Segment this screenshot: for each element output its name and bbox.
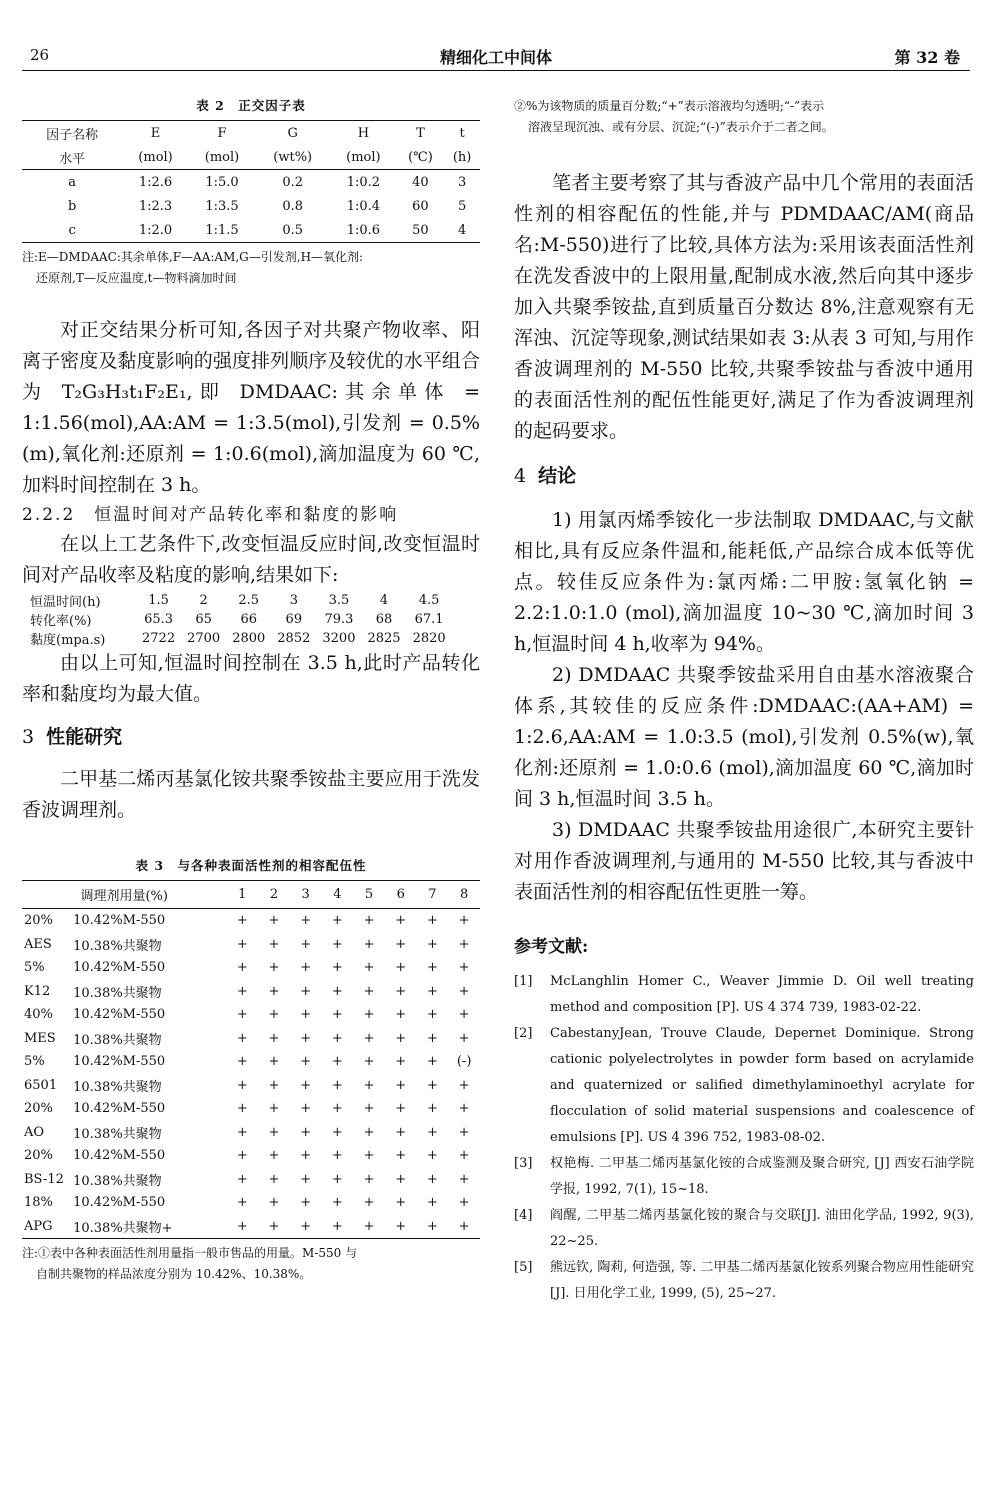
- table-cell: 3: [290, 881, 322, 909]
- reference-text: 阎醒, 二甲基二烯丙基氯化铵的聚合与交联[J]. 油田化学品, 1992, 9(3), 22~25.: [550, 1208, 974, 1249]
- subsection-heading: 2.2.2 恒温时间对产品转化率和黏度的影响: [22, 505, 399, 525]
- page-header: [22, 44, 970, 71]
- table-cell: +: [268, 1101, 280, 1117]
- table-cell: +: [458, 1171, 470, 1187]
- table-cell: APG: [22, 1215, 73, 1239]
- table-cell: 68: [375, 612, 393, 627]
- table-cell: c: [22, 218, 122, 243]
- reference-text: CabestanyJean, Trouve Claude, Depernet Dominique. Strong cationic polyelectrolytes in powder form based on acrylamide and quaternized or salified dimethylaminoethyl acrylate for flocculation of solid material suspensions and coalescence of emulsions [P]. US 4 396 752, 1983-08-02.: [550, 1026, 974, 1145]
- table-cell: 79.3: [324, 612, 354, 627]
- table-cell: 3200: [322, 631, 356, 646]
- table-row: [22, 1003, 480, 1027]
- table-cell: +: [268, 936, 280, 952]
- hold-time-table: [30, 591, 452, 648]
- table-cell: +: [395, 1054, 407, 1070]
- conclusion-1: 1) 用氯丙烯季铵化一步法制取 DMDAAC,与文献相比,具有反应条件温和,能耗低,产品综合成本低等优点。较佳反应条件为:氯丙烯:二甲胺:氢氧化钠 = 2.2:1.0:1.0 (mol),滴加温度 10~30 ℃,滴加时间 3 h,恒温时间 4 h,收率为 94%。: [514, 509, 974, 655]
- table-cell: +: [290, 1215, 322, 1239]
- table-cell: 4: [322, 881, 354, 909]
- reference-item: [514, 1151, 974, 1203]
- note-line: 还原剂,T—反应温度,t—物料滴加时间: [36, 271, 237, 285]
- table-cell: 60: [412, 198, 429, 214]
- section-number: 4: [514, 465, 527, 487]
- table-row: [22, 194, 480, 218]
- table-cell: +: [426, 1171, 438, 1187]
- paragraph: 笔者主要考察了其与香波产品中几个常用的表面活性剂的相容配伍的性能,并与 PDMDAAC/AM(商品名:M-550)进行了比较,具体方法为:采用该表面活性剂在洗发香波中的上限用量,配制成水液,然后向其中逐步加入共聚季铵盐,直到质量百分数达 8%,注意观察有无浑浊、沉淀等现象,测试结果如表 3:从表 3 可知,与用作香波调理剂的 M-550 比较,共聚季铵盐与香波中通用的表面活性剂的配伍性能更好,满足了作为香波调理剂的起码要求。: [514, 172, 974, 442]
- table-cell: +: [417, 1215, 449, 1239]
- table-cell: K12: [24, 983, 51, 999]
- table-cell: +: [395, 936, 407, 952]
- table-cell: a: [68, 174, 77, 190]
- table-cell: +: [300, 1171, 312, 1187]
- table-cell: +: [448, 1215, 480, 1239]
- table-cell: 50: [397, 218, 445, 243]
- paragraph: 由以上可知,恒温时间控制在 3.5 h,此时产品转化率和黏度均为最大值。: [22, 652, 480, 705]
- table-cell: +: [458, 1101, 470, 1117]
- table-cell: 2: [199, 593, 208, 608]
- table-cell: +: [458, 1195, 470, 1211]
- table-cell: +: [363, 983, 375, 999]
- reference-text: 熊远钦, 陶莉, 何造强, 等. 二甲基二烯丙基氯化铵系列聚合物应用性能研究[J]. 日用化学工业, 1999, (5), 25~27.: [550, 1260, 974, 1301]
- table-cell: 5%: [24, 960, 45, 976]
- table-cell: 66: [240, 612, 257, 627]
- table-cell: +: [236, 1007, 248, 1023]
- table-cell: 6501: [24, 1077, 58, 1093]
- table-cell: +: [268, 913, 280, 929]
- table-cell: +: [300, 960, 312, 976]
- table-cell: +: [395, 1171, 407, 1187]
- reference-number: [3]: [514, 1156, 533, 1171]
- table-cell: 10.42%M-550: [73, 1007, 166, 1023]
- table-cell: +: [268, 1054, 280, 1070]
- table-cell: +: [363, 1007, 375, 1023]
- page-number: 26: [30, 46, 50, 64]
- table-cell: 0.8: [282, 198, 304, 214]
- table-cell: +: [458, 960, 470, 976]
- table-cell: 10.38%共聚物: [73, 938, 162, 954]
- table-cell: 67.1: [414, 612, 444, 627]
- table-cell: 2820: [412, 631, 446, 646]
- table-cell: +: [268, 1171, 280, 1187]
- table-row: [22, 1191, 480, 1215]
- table-cell: 18%: [24, 1195, 53, 1211]
- table-cell: (h): [444, 145, 480, 170]
- table-cell: +: [363, 913, 375, 929]
- table-cell: +: [300, 936, 312, 952]
- table-cell: 69: [285, 612, 303, 627]
- table-cell: +: [458, 936, 470, 952]
- section-title: 性能研究: [46, 726, 123, 748]
- note-line: ②%为该物质的质量百分数;“+”表示溶液均匀透明;“-”表示: [514, 99, 825, 113]
- table-cell: +: [300, 1124, 312, 1140]
- reference-list: [514, 969, 974, 1307]
- paragraph: 对正交结果分析可知,各因子对共聚产物收率、阳离子密度及黏度影响的强度排列顺序及较优的水平组合为 T₂G₃H₃t₁F₂E₁,即 DMDAAC:其余单体 = 1:1.56(mol),AA:AM = 1:3.5(mol),引发剂 = 0.5%(m),氧化剂:还原剂 = 1:0.6(mol),滴加温度为 60 ℃,加料时间控制在 3 h。: [22, 319, 480, 496]
- table-cell: +: [426, 1195, 438, 1211]
- table-row: [22, 1144, 480, 1168]
- table-cell: 3: [457, 174, 467, 190]
- table-cell: +: [331, 936, 343, 952]
- table-cell: +: [300, 1007, 312, 1023]
- table-cell: +: [426, 936, 438, 952]
- table-cell: +: [268, 1124, 280, 1140]
- table-cell: +: [363, 936, 375, 952]
- table-cell: +: [331, 1007, 343, 1023]
- reference-item: [514, 1255, 974, 1307]
- reference-number: [2]: [514, 1026, 533, 1041]
- table-cell: +: [300, 1195, 312, 1211]
- table-cell: 0.5: [255, 218, 330, 243]
- table-cell: 6: [385, 881, 417, 909]
- table-cell: +: [363, 960, 375, 976]
- section-heading: [22, 722, 480, 752]
- reference-number: [4]: [514, 1208, 533, 1223]
- table-cell: +: [268, 1077, 280, 1093]
- table-row: [22, 909, 480, 933]
- table-cell: +: [426, 1077, 438, 1093]
- table-cell: +: [236, 983, 248, 999]
- table-cell: 8: [448, 881, 480, 909]
- table-cell: +: [300, 1101, 312, 1117]
- reference-item: [514, 969, 974, 1021]
- table-cell: +: [300, 1054, 312, 1070]
- table-row: [22, 1215, 480, 1239]
- table-cell: H: [330, 121, 396, 146]
- table-cell: +: [395, 1195, 407, 1211]
- orthogonal-factor-table: [22, 120, 480, 243]
- table-cell: +: [458, 983, 470, 999]
- table-row: [30, 610, 452, 629]
- table-header-row: [22, 145, 480, 170]
- table-cell: +: [236, 1195, 248, 1211]
- note-line: 注:E—DMDAAC:其余单体,F—AA:AM,G—引发剂,H—氧化剂:: [22, 250, 364, 264]
- left-column: [22, 96, 480, 1285]
- table-cell: (mol): [189, 145, 255, 170]
- row-label: 转化率(%): [30, 614, 92, 629]
- table-cell: 1:0.4: [346, 198, 381, 214]
- compatibility-table: [22, 880, 480, 1239]
- table-cell: 1:0.6: [330, 218, 396, 243]
- table-cell: +: [363, 1054, 375, 1070]
- table-cell: +: [268, 960, 280, 976]
- table-cell: +: [268, 1007, 280, 1023]
- table-cell: 2722: [142, 631, 176, 646]
- table-cell: +: [331, 1195, 343, 1211]
- table-cell: +: [426, 1148, 438, 1164]
- table-cell: 10.42%M-550: [73, 1195, 166, 1211]
- table-cell: +: [236, 1054, 248, 1070]
- table-cell: AO: [24, 1124, 45, 1140]
- table-cell: 20%: [24, 1101, 53, 1117]
- table-cell: 10.42%M-550: [73, 960, 166, 976]
- table-cell: 1:2.0: [122, 218, 188, 243]
- table-cell: +: [395, 960, 407, 976]
- table-cell: 水平: [22, 145, 122, 170]
- table-row: [30, 629, 452, 648]
- table-cell: +: [458, 1030, 470, 1046]
- note-line: 注:①表中各种表面活性剂用量指一般市售品的用量。M-550 与: [22, 1246, 358, 1260]
- paragraph: 在以上工艺条件下,改变恒温反应时间,改变恒温时间对产品收率及粘度的影响,结果如下:: [22, 533, 480, 586]
- table-cell: +: [236, 1077, 248, 1093]
- table-cell: +: [236, 1101, 248, 1117]
- table-cell: +: [458, 913, 470, 929]
- reference-text: 权艳梅. 二甲基二烯丙基氯化铵的合成鉴测及聚合研究, [J] 西安石油学院学报, 1992, 7(1), 15~18.: [550, 1156, 974, 1197]
- table-cell: (wt%): [255, 145, 330, 170]
- table-cell: F: [189, 121, 255, 146]
- conclusion-3: 3) DMDAAC 共聚季铵盐用途很广,本研究主要针对用作香波调理剂,与通用的 M-550 比较,其与香波中表面活性剂的相容配伍性更胜一筹。: [514, 819, 974, 903]
- row-label: 恒温时间(h): [30, 595, 101, 610]
- table-cell: E: [122, 121, 188, 146]
- table-cell: +: [458, 1007, 470, 1023]
- table-cell: 1:5.0: [205, 174, 239, 190]
- table-cell: 3: [289, 593, 298, 608]
- table-cell: +: [236, 1171, 248, 1187]
- table-cell: +: [426, 1007, 438, 1023]
- table-cell: 1:2.6: [138, 174, 173, 190]
- table-cell: 40: [412, 174, 429, 190]
- table-cell: 4: [379, 593, 389, 608]
- table-cell: 5: [457, 198, 467, 214]
- table-row: [22, 956, 480, 980]
- table-row: [22, 1097, 480, 1121]
- table-cell: MES: [24, 1030, 56, 1046]
- table-cell: +: [331, 960, 343, 976]
- table-row: [22, 1121, 480, 1145]
- table-row: [30, 591, 452, 610]
- table-cell: +: [226, 1215, 258, 1239]
- table-cell: 10.38%共聚物: [73, 985, 162, 1001]
- table-cell: +: [300, 913, 312, 929]
- table-cell: 2700: [187, 631, 221, 646]
- table-cell: +: [322, 1215, 354, 1239]
- table-cell: 1.5: [148, 593, 169, 608]
- table-header-row: [22, 881, 480, 909]
- table-cell: +: [426, 1054, 438, 1070]
- table2-note: [22, 247, 480, 289]
- table3-caption: 表 3 与各种表面活性剂的相容配伍性: [135, 858, 367, 873]
- table-cell: 10.38%共聚物: [73, 1079, 162, 1095]
- table-cell: +: [363, 1124, 375, 1140]
- table-cell: +: [363, 1171, 375, 1187]
- table-cell: +: [363, 1195, 375, 1211]
- table-cell: 20%: [24, 1148, 53, 1164]
- table-cell: +: [385, 1215, 417, 1239]
- table-cell: 65: [195, 612, 212, 627]
- table-cell: +: [300, 983, 312, 999]
- table-cell: +: [236, 1148, 248, 1164]
- table-cell: +: [458, 1124, 470, 1140]
- table-cell: (℃): [397, 145, 445, 170]
- note-line: 自制共聚物的样品浓度分别为 10.42%、10.38%。: [36, 1267, 312, 1281]
- table-cell: +: [363, 1148, 375, 1164]
- table-cell: +: [395, 1030, 407, 1046]
- table-cell: +: [331, 1171, 343, 1187]
- table-cell: 10.42%M-550: [73, 1101, 166, 1117]
- table-cell: +: [363, 1030, 375, 1046]
- note-line: 溶液呈现沉浊、或有分层、沉淀;“(-)”表示介于二者之间。: [528, 120, 834, 134]
- table-cell: 20%: [24, 913, 53, 929]
- table-cell: +: [458, 1148, 470, 1164]
- table-cell: +: [268, 1148, 280, 1164]
- table-cell: BS-12: [24, 1171, 64, 1187]
- reference-number: [1]: [514, 974, 533, 989]
- table-cell: +: [331, 983, 343, 999]
- table-cell: 40%: [24, 1007, 53, 1023]
- table-cell: +: [363, 1101, 375, 1117]
- table-cell: +: [300, 1148, 312, 1164]
- table-cell: +: [426, 983, 438, 999]
- table-cell: +: [236, 960, 248, 976]
- table-cell: t: [444, 121, 480, 146]
- table-cell: +: [426, 1030, 438, 1046]
- table-cell: +: [426, 913, 438, 929]
- table-cell: 65.3: [144, 612, 174, 627]
- table-cell: 2825: [367, 631, 401, 646]
- table-row: [22, 1050, 480, 1074]
- table-cell: +: [426, 1101, 438, 1117]
- table-cell: 2: [258, 881, 290, 909]
- table-cell: 3.5: [328, 593, 350, 608]
- table-cell: +: [236, 936, 248, 952]
- table-row: [22, 218, 480, 243]
- table-cell: 10.42%M-550: [73, 1148, 166, 1164]
- reference-item: [514, 1021, 974, 1151]
- right-column: [514, 96, 974, 1307]
- table-cell: T: [397, 121, 445, 146]
- table-cell: 1:3.5: [205, 198, 239, 214]
- table-cell: +: [395, 1148, 407, 1164]
- section-number: 3: [22, 726, 35, 748]
- reference-number: [5]: [514, 1260, 533, 1275]
- table-cell: +: [331, 1054, 343, 1070]
- table-cell: G: [255, 121, 330, 146]
- table-cell: +: [258, 1215, 290, 1239]
- table-cell: 7: [417, 881, 449, 909]
- table3-note-2: [514, 96, 974, 138]
- table-row: [22, 933, 480, 957]
- table-cell: 2852: [277, 631, 311, 646]
- table3-note: [22, 1243, 480, 1285]
- table-cell: 2.5: [238, 593, 260, 608]
- table-cell: 1:1.5: [189, 218, 255, 243]
- table-row: [22, 170, 480, 195]
- table-cell: AES: [24, 936, 52, 952]
- table-cell: (mol): [330, 145, 396, 170]
- table-cell: 2800: [232, 631, 266, 646]
- header-label: 调理剂用量(%): [22, 881, 226, 909]
- table-cell: (-): [456, 1054, 472, 1070]
- table-cell: +: [458, 1077, 470, 1093]
- table-cell: 0.2: [282, 174, 304, 190]
- table-cell: +: [331, 913, 343, 929]
- table-row: [22, 980, 480, 1004]
- table2-caption: 表 2 正交因子表: [196, 98, 306, 113]
- journal-title: 精细化工中间体: [439, 48, 552, 67]
- table-row: [22, 1074, 480, 1098]
- table-cell: 1:2.3: [138, 198, 173, 214]
- table-cell: 10.42%M-550: [73, 913, 166, 929]
- table-cell: +: [268, 1030, 280, 1046]
- table-header-row: [22, 121, 480, 146]
- table-cell: +: [331, 1077, 343, 1093]
- table-cell: +: [395, 983, 407, 999]
- table-cell: +: [353, 1215, 385, 1239]
- table-cell: 10.38%共聚物+: [73, 1215, 226, 1239]
- table-cell: +: [236, 1030, 248, 1046]
- conclusion-2: 2) DMDAAC 共聚季铵盐采用自由基水溶液聚合体系,其较佳的反应条件:DMDAAC:(AA+AM) = 1:2.6,AA:AM = 1.0:3.5 (mol),引发剂 0.5%(w),氧化剂:还原剂 = 1.0:0.6 (mol),滴加温度 60 ℃,滴加时间 3 h,恒温时间 3.5 h。: [514, 664, 974, 810]
- table-cell: 4.5: [418, 593, 440, 608]
- reference-item: [514, 1203, 974, 1255]
- table-cell: +: [395, 1124, 407, 1140]
- table-cell: +: [300, 1030, 312, 1046]
- table-cell: +: [395, 1007, 407, 1023]
- table-cell: 10.42%M-550: [73, 1054, 166, 1070]
- table-cell: +: [331, 1101, 343, 1117]
- table-cell: +: [268, 983, 280, 999]
- table-cell: 10.38%共聚物: [73, 1126, 162, 1142]
- table-cell: 1: [226, 881, 258, 909]
- reference-text: McLanghlin Homer C., Weaver Jimmie D. Oil well treating method and composition [P]. US 4 374 739, 1983-02-22.: [550, 974, 974, 1015]
- table-cell: +: [236, 913, 248, 929]
- table-cell: 10.38%共聚物: [73, 1032, 162, 1048]
- table-row: [22, 1168, 480, 1192]
- table-cell: +: [426, 960, 438, 976]
- table-cell: 10.38%共聚物: [73, 1173, 162, 1189]
- table-cell: +: [395, 913, 407, 929]
- section-title: 结论: [538, 465, 577, 487]
- table-cell: +: [331, 1030, 343, 1046]
- volume-label: 第 32 卷: [894, 48, 960, 67]
- table-cell: 5%: [24, 1054, 45, 1070]
- table-cell: +: [300, 1077, 312, 1093]
- table-cell: 5: [353, 881, 385, 909]
- table-cell: +: [331, 1124, 343, 1140]
- table-cell: +: [395, 1077, 407, 1093]
- paragraph: 二甲基二烯丙基氯化铵共聚季铵盐主要应用于洗发香波调理剂。: [22, 768, 480, 821]
- table-cell: +: [426, 1124, 438, 1140]
- references-heading: 参考文献:: [514, 937, 589, 957]
- table-cell: +: [363, 1077, 375, 1093]
- table-cell: +: [395, 1101, 407, 1117]
- table-cell: 1:0.2: [346, 174, 381, 190]
- row-label: 黏度(mpa.s): [30, 633, 106, 648]
- table-cell: 因子名称: [22, 121, 122, 146]
- table-cell: +: [331, 1148, 343, 1164]
- section-heading: [514, 461, 974, 491]
- table-cell: 4: [444, 218, 480, 243]
- table-cell: (mol): [122, 145, 188, 170]
- table-cell: b: [67, 198, 77, 214]
- table-cell: +: [236, 1124, 248, 1140]
- table-row: [22, 1027, 480, 1051]
- table-cell: +: [268, 1195, 280, 1211]
